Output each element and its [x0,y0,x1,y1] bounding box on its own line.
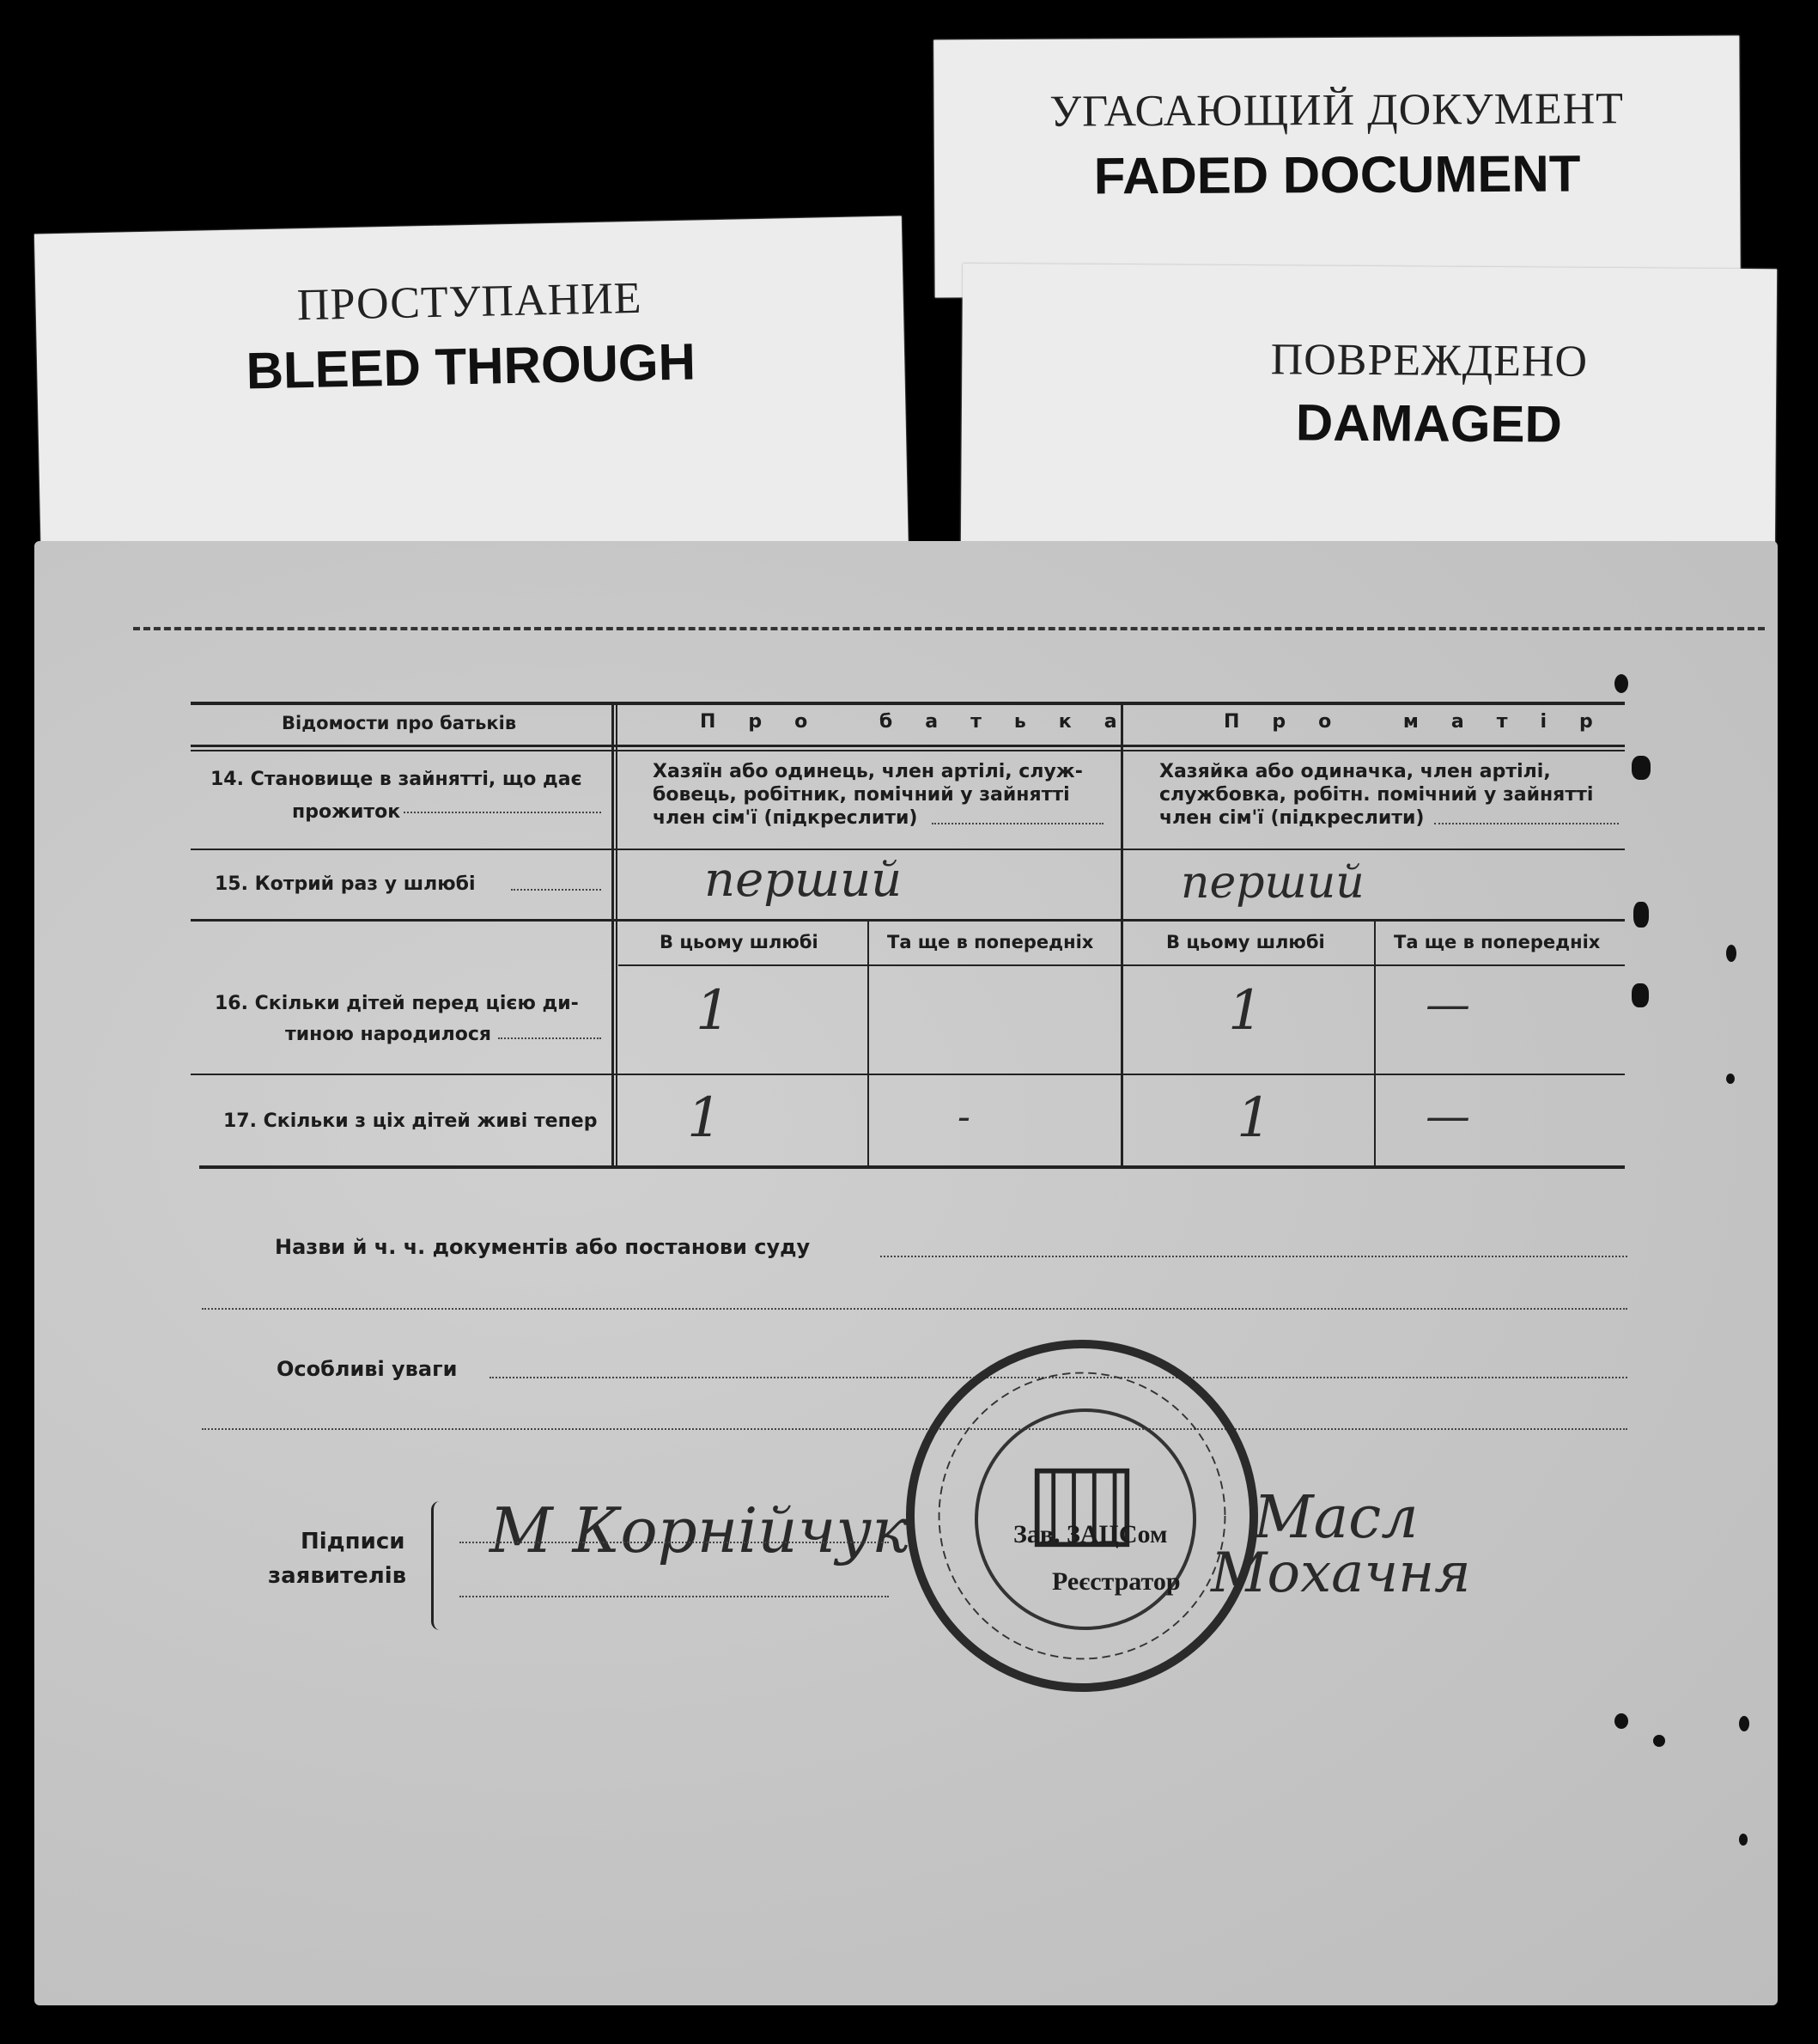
col-divider-1b [616,704,617,1168]
bleed-through-card [34,216,909,577]
row16-father-this: 1 [696,979,731,1043]
official-round-stamp [906,1340,1258,1692]
row16-mother-this: 1 [1228,979,1263,1043]
row17-mother-prev: — [1426,1091,1470,1142]
head-signature: Масл [1254,1484,1419,1552]
row17-mother-this: 1 [1237,1086,1272,1150]
damage-hole [1726,1074,1735,1084]
row17-father-this: 1 [687,1086,722,1150]
signatures-label-line1: Підписи [301,1529,405,1554]
table-bottom-rule [199,1165,1625,1169]
row16-label-line1: 16. Скільки дітей перед цією ди- [215,993,579,1014]
applicant-signature: М Корнійчук [489,1494,909,1566]
documents-field-line2 [202,1308,1627,1310]
row15-mother-value: перший [1181,857,1365,909]
damaged-card-ru-label: ПОВРЕЖДЕНО [1270,335,1589,386]
faded-card-ru-label: УГАСАЮЩИЙ ДОКУМЕНТ [1049,84,1625,137]
row14-mother-leader [1434,823,1619,824]
row14-father-line2: бовець, робітник, помічний у зайнятті [653,784,1070,806]
col-divider-father [867,922,869,1168]
subheader-father-previous: Та ще в попередніх [887,932,1094,952]
header-parents-info: Відомости про батьків [282,713,517,733]
damage-hole [1739,1716,1749,1731]
subheader-father-this-marriage: В цьому шлюбі [660,932,818,952]
row14-mother-line2: службовка, робітн. помічний у зайнятті [1159,784,1594,806]
registrar-label: Реєстратор [1052,1567,1181,1596]
row14-rule [191,849,1625,850]
stamp-emblem [915,1348,1249,1683]
header-rule-2 [191,750,1625,751]
row14-label-line2: прожиток [292,801,401,823]
damage-hole [1632,983,1649,1007]
col-divider-mother [1374,922,1376,1168]
row14-mother-line3: член сім'ї (підкреслити) [1159,807,1425,829]
damage-hole [1614,674,1628,693]
header-rule [191,745,1625,747]
row17-father-prev: - [958,1095,970,1139]
row15-label: 15. Котрий раз у шлюбі [215,873,476,895]
signature-line-2 [459,1596,889,1597]
row14-label-leader [404,812,601,813]
damage-hole [1726,945,1736,962]
row16-rule [191,1074,1625,1075]
row16-label-line2: тиною народилося [285,1024,492,1045]
row14-label-line1: 14. Становище в зайнятті, що дає [210,769,582,790]
header-about-mother: Про матір [1224,711,1626,733]
signatures-brace [431,1501,449,1630]
signature-line-1 [459,1542,889,1543]
row15-rule [191,919,1625,922]
damage-hole [1653,1735,1665,1747]
subheader-mother-this-marriage: В цьому шлюбі [1166,932,1325,952]
damage-hole [1614,1713,1628,1729]
table-top-rule [191,702,1625,705]
row14-mother-line1: Хазяйка або одиначка, член артілі, [1159,761,1551,782]
row14-father-leader [932,823,1104,824]
row15-father-value: перший [704,852,903,908]
bleed-card-ru-label: ПРОСТУПАНИЕ [296,273,643,331]
faded-card-en-label: FADED DOCUMENT [1093,144,1581,205]
damaged-card [961,264,1777,553]
document-sheet [34,541,1778,2005]
damage-hole [1739,1834,1748,1846]
faded-document-card [933,36,1741,298]
row17-label: 17. Скільки з ціх дітей живі тепер [223,1110,598,1132]
row16-mother-prev: — [1426,979,1470,1031]
damaged-card-en-label: DAMAGED [1295,393,1563,453]
header-about-father: Про батька [700,711,1150,733]
col-divider-2 [1121,704,1123,1168]
documents-label: Назви й ч. ч. документів або постанови суду [275,1235,811,1259]
documents-field-line1 [880,1256,1627,1257]
registrar-signature: Мохачня [1211,1542,1471,1605]
head-label: Зав. ЗАЦСом [1013,1520,1168,1548]
bleed-card-en-label: BLEED THROUGH [245,332,696,400]
remarks-label: Особливі уваги [277,1357,458,1381]
signatures-label-line2: заявителів [268,1563,407,1589]
col-divider-1 [611,704,614,1168]
perforation-line [133,627,1765,630]
row14-father-line1: Хазяїн або одинець, член артілі, служ- [653,761,1083,782]
row15-label-leader [511,889,601,891]
row16-label-leader [498,1037,601,1039]
damage-hole [1632,756,1651,780]
damage-hole [1633,902,1649,928]
row14-father-line3: член сім'ї (підкреслити) [653,807,918,829]
subheader-mother-previous: Та ще в попередніх [1394,932,1601,952]
